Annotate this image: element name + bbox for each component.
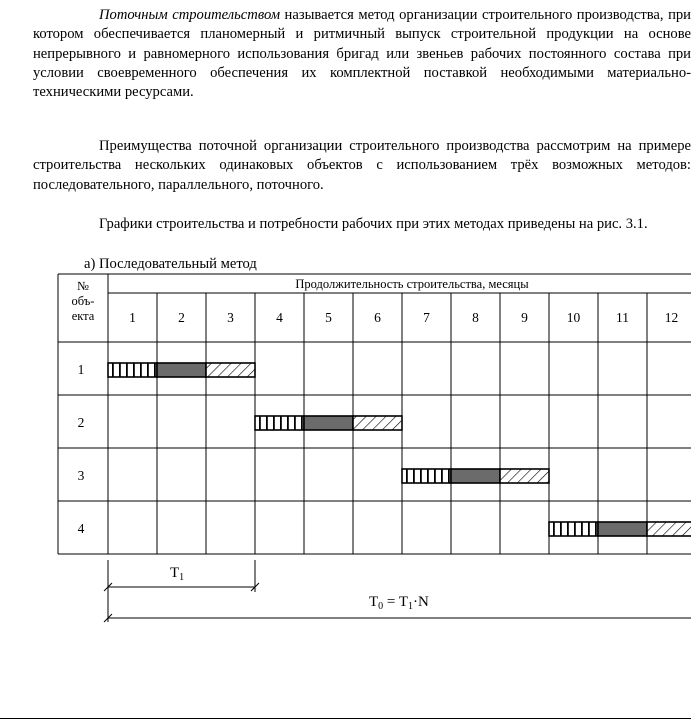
month-number: 10 [566,310,581,325]
paragraph-figure-ref: Графики строительства и потребности рабочих при этих методах приведены на рис. 3.1. [99,216,648,232]
phase-bar-vertical-hatch [108,363,157,377]
dimension-lines [104,560,691,622]
schedule-headers [72,277,679,536]
object-number: 4 [77,521,85,536]
phase-bar-diagonal-hatch [353,416,402,430]
object-number-header: екта [71,309,95,323]
object-number: 2 [77,415,85,430]
object-number: 1 [77,362,85,377]
phase-bar-vertical-hatch [549,522,598,536]
month-number: 2 [178,310,185,325]
month-number: 11 [616,310,629,325]
phase-bar-solid-gray [157,363,206,377]
month-number: 9 [521,310,528,325]
t1-label: $T_1$ [170,565,185,583]
object-number: 3 [77,468,85,483]
definition-text: называется метод организации строительного производства, при котором обеспечивается планомерный и ритмичный выпуск строительной продукции на основе непрерывного и равномерного использования бригад или звеньев рабочих постоянного состава при условии своевременного обеспечения их комплектной поставкой необходимыми материально-техническими ресурсами. [33,7,691,101]
month-number: 4 [276,310,283,325]
figure-caption: а) Последовательный метод [84,256,257,272]
duration-header: Продолжительность строительства, месяцы [295,277,529,291]
paragraph-advantages: Преимущества поточной организации строительного производства рассмотрим на примере строительства нескольких одинаковых объектов с использованием трёх возможных методов: последовательного, параллельного, поточного. [33,138,691,193]
month-number: 3 [227,310,234,325]
month-number: 6 [374,310,381,325]
term-italic: Поточным строительством [99,7,281,23]
t1-subscript: 1 [179,572,185,583]
object-number-header: № [77,279,89,293]
month-number: 5 [325,310,332,325]
t0-formula: $T_0 = T_1\cdot N$ [369,594,429,612]
t0-formula-subscript: 1 [408,601,414,612]
phase-bar-solid-gray [598,522,647,536]
phase-bar-solid-gray [451,469,500,483]
month-number: 7 [423,310,430,325]
phase-bar-vertical-hatch [255,416,304,430]
t0-subscript: 0 [378,601,384,612]
phase-bar-solid-gray [304,416,353,430]
t0-equals: = T [383,594,409,610]
month-number: 8 [472,310,479,325]
object-number-header: объ- [71,294,95,308]
month-number: 12 [664,310,679,325]
t0-formula-tail: ·N [413,594,429,610]
phase-bar-diagonal-hatch [206,363,255,377]
phase-bar-vertical-hatch [402,469,451,483]
schedule-bars [108,363,691,536]
phase-bar-diagonal-hatch [500,469,549,483]
page-bottom-rule [0,718,691,719]
phase-bar-diagonal-hatch [647,522,691,536]
month-number: 1 [129,310,136,325]
